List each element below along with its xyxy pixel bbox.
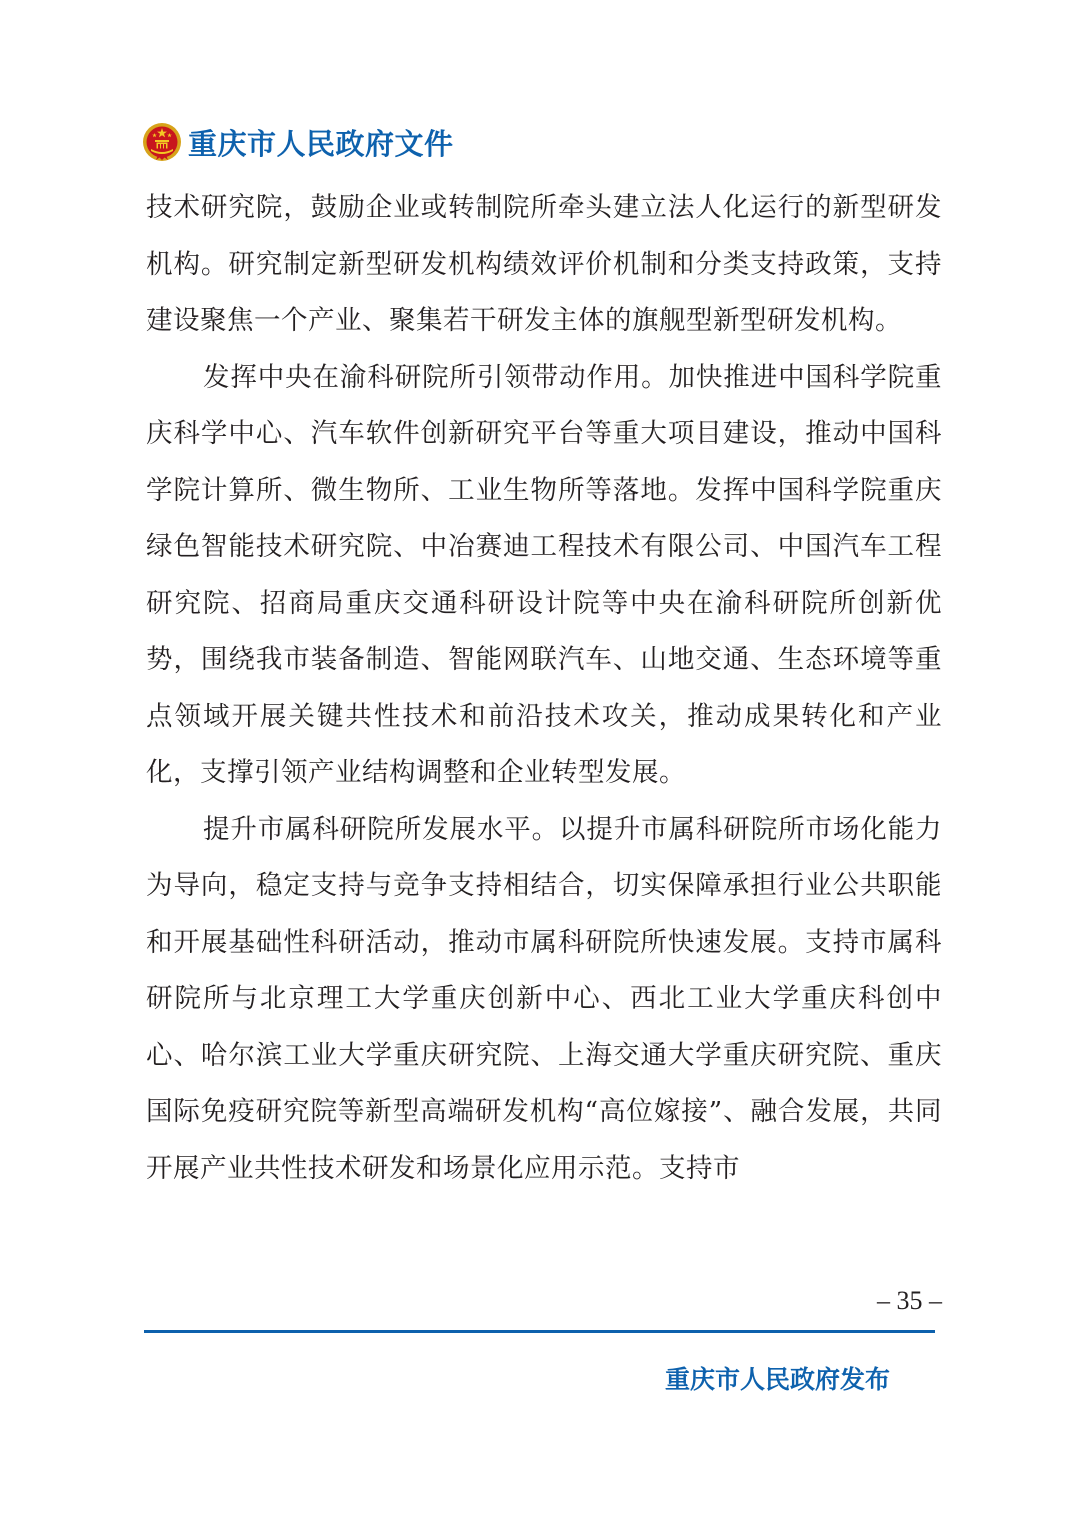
paragraph: 提升市属科研院所发展水平。以提升市属科研院所市场化能力为导向，稳定支持与竞争支持相结合，切实保障承担行业公共职能和开展基础性科研活动，推动市属科研院所快速发展。支持市属科研院所与北京理工大学重庆创新中心、西北工业大学重庆科创中心、哈尔滨工业大学重庆研究院、上海交通大学重庆研究院、重庆国际免疫研究院等新型高端研发机构“高位嫁接”、融合发展，共同开展产业共性技术研发和场景化应用示范。支持市 [146,813,942,1184]
document-body [146,180,942,1197]
paragraph: 技术研究院，鼓励企业或转制院所牵头建立法人化运行的新型研发机构。研究制定新型研发机构绩效评价机制和分类支持政策，支持建设聚焦一个产业、聚集若干研发主体的旗舰型新型研发机构。 [146,192,942,336]
page-number: – 35 – [877,1286,942,1315]
document-header [142,120,454,164]
footer-divider [144,1330,935,1333]
paragraph: 发挥中央在渝科研院所引领带动作用。加快推进中国科学院重庆科学中心、汽车软件创新研究平台等重大项目建设，推动中国科学院计算所、微生物所、工业生物所等落地。发挥中国科学院重庆绿色智能技术研究院、中冶赛迪工程技术有限公司、中国汽车工程研究院、招商局重庆交通科研设计院等中央在渝科研院所创新优势，围绕我市装备制造、智能网联汽车、山地交通、生态环境等重点领域开展关键共性技术和前沿技术攻关，推动成果转化和产业化，支撑引领产业结构调整和企业转型发展。 [146,361,942,788]
publisher-label: 重庆市人民政府发布 [664,1365,890,1394]
header-title: 重庆市人民政府文件 [188,126,454,161]
national-emblem-icon [142,122,182,162]
